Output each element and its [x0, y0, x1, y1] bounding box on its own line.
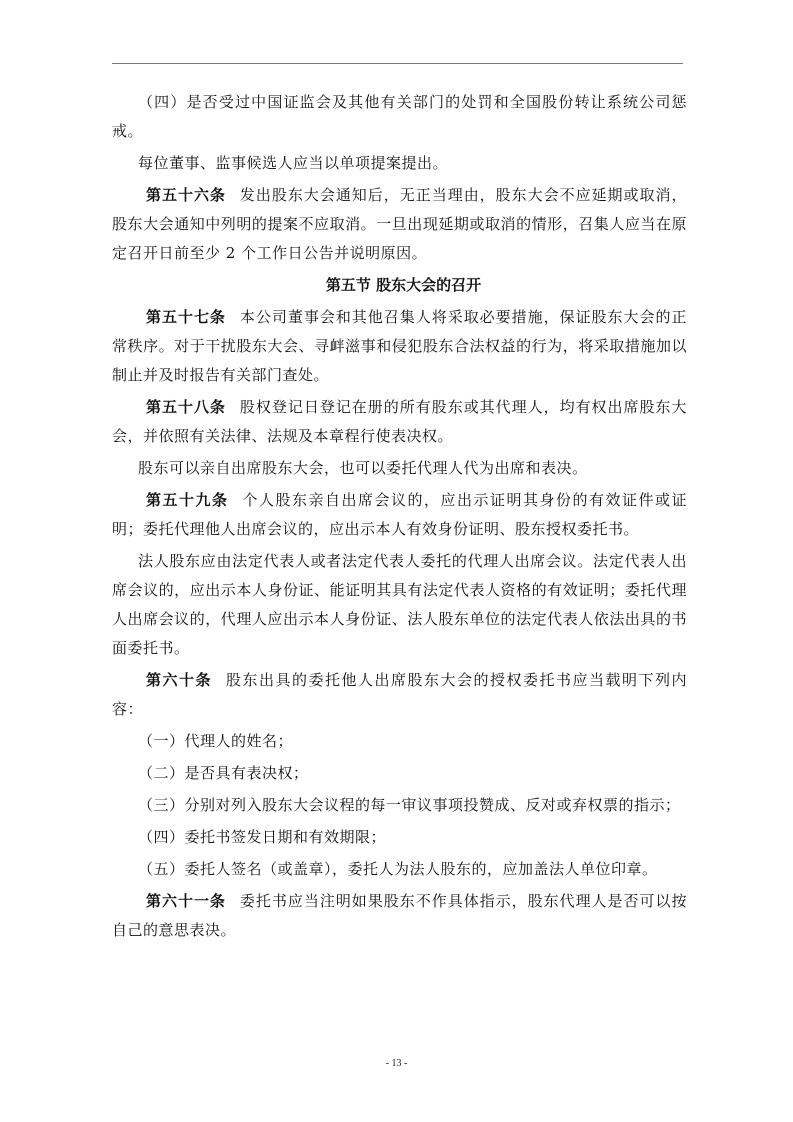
article-57: 第五十七条 本公司董事会和其他召集人将采取必要措施，保证股东大会的正常秩序。对于干扰股东大会、寻衅滋事和侵犯股东合法权益的行为，将采取措施加以制止并及时报告有关部门查处。: [112, 308, 687, 384]
article-58-number: 第五十八条: [146, 398, 226, 416]
list-item-2: （二）是否具有表决权；: [138, 764, 309, 782]
article-57-number: 第五十七条: [146, 308, 226, 326]
list-item-4: （四）委托书签发日期和有效期限；: [138, 828, 387, 846]
list-item-5: （五）委托人签名（或盖章），委托人为法人股东的，应加盖法人单位印章。: [138, 860, 658, 878]
article-59: 第五十九条 个人股东亲自出席会议的，应出示证明其身份的有效证件或证明；委托代理他人出席会议的，应出示本人有效身份证明、股东授权委托书。: [112, 491, 687, 538]
article-56: 第五十六条 发出股东大会通知后，无正当理由，股东大会不应延期或取消，股东大会通知中列明的提案不应取消。一旦出现延期或取消的情形，召集人应当在原定召开日前至少 2 个工作日公告并说明原因。: [112, 186, 687, 262]
article-59-number: 第五十九条: [146, 491, 229, 509]
header-rule: [112, 63, 683, 64]
article-60-number: 第六十条: [146, 671, 212, 689]
paragraph-59-2: 法人股东应由法定代表人或者法定代表人委托的代理人出席会议。法定代表人出席会议的，应出示本人身份证、能证明其具有法定代表人资格的有效证明；委托代理人出席会议的，代理人应出示本人身份证、法人股东单位的法定代表人依法出具的书面委托书。: [112, 552, 687, 657]
paragraph-2: 每位董事、监事候选人应当以单项提案提出。: [138, 154, 449, 172]
section-heading: 第五节 股东大会的召开: [325, 276, 482, 294]
list-item-1: （一）代理人的姓名；: [138, 732, 294, 750]
article-58: 第五十八条 股权登记日登记在册的所有股东或其代理人，均有权出席股东大会，并依照有关法律、法规及本章程行使表决权。: [112, 398, 687, 445]
paragraph-58-2: 股东可以亲自出席股东大会，也可以委托代理人代为出席和表决。: [138, 459, 588, 477]
document-body: [112, 88, 687, 948]
article-56-number: 第五十六条: [146, 186, 226, 204]
article-61-number: 第六十一条: [146, 892, 226, 910]
paragraph-1: （四）是否受过中国证监会及其他有关部门的处罚和全国股份转让系统公司惩戒。: [112, 93, 687, 140]
page-number: - 13 -: [385, 1058, 408, 1069]
article-60: 第六十条 股东出具的委托他人出席股东大会的授权委托书应当载明下列内容：: [112, 671, 687, 718]
list-item-3: （三）分别对列入股东大会议程的每一审议事项投赞成、反对或弃权票的指示；: [138, 796, 681, 814]
article-61: 第六十一条 委托书应当注明如果股东不作具体指示，股东代理人是否可以按自己的意思表决。: [112, 892, 687, 939]
